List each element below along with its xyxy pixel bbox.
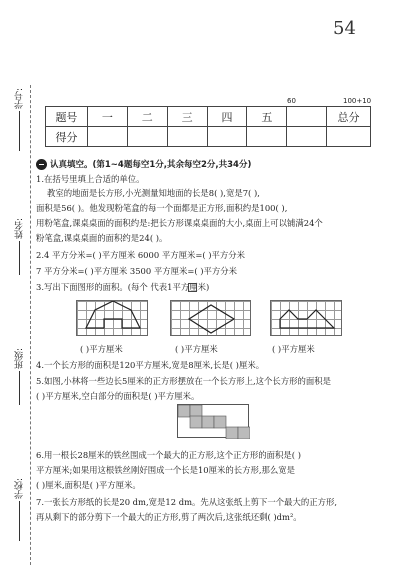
score-input-cell[interactable] — [87, 127, 127, 147]
score-header-cell: 四 — [207, 107, 247, 127]
question-5-figure — [177, 404, 249, 438]
section-header — [36, 158, 251, 170]
question-2-text: 2.4 平方分米=( )平方厘米 6000 平方厘米=( )平方分米 — [36, 250, 246, 260]
binding-line — [30, 85, 31, 565]
section-title: 认真填空。(第1~4题每空1分,其余每空2分,共34分) — [50, 160, 252, 170]
class-label: 班级: — [14, 348, 25, 370]
school-underline — [19, 501, 20, 541]
question-7-text: 再从剩下的部分剪下一个最大的正方形,剪了两次后,这张纸还剩( )dm²。 — [36, 512, 302, 522]
name-field[interactable] — [8, 218, 30, 275]
score-header-cell: 总分 — [327, 107, 371, 127]
unit-square-icon — [188, 283, 197, 292]
score-header-cell: 二 — [127, 107, 167, 127]
class-field[interactable] — [8, 348, 30, 405]
school-label: 学校: — [14, 478, 25, 500]
area-figure-2 — [170, 300, 251, 336]
class-underline — [19, 371, 20, 405]
question-6-text: ( )厘米,面积是( )平方厘米。 — [36, 480, 141, 490]
student-id-underline — [19, 111, 20, 151]
figure-1-shape — [77, 301, 149, 337]
name-label: 姓名: — [14, 218, 25, 240]
score-header-cell: 五 — [247, 107, 287, 127]
score-table — [45, 106, 371, 147]
stacked-squares-shape — [178, 405, 250, 439]
name-underline — [19, 241, 20, 275]
question-3-text: 3.写出下面图形的面积。(每个 代表1平方厘米) — [36, 282, 210, 292]
question-1-text: 粉笔盒,课桌桌面的面积约是24( )。 — [36, 233, 168, 243]
question-1-text: 面积是56( )。他发现粉笔盒的每一个面都是正方形,面积约是100( ), — [36, 203, 288, 213]
figure-2-shape — [171, 301, 252, 337]
question-5-text: ( )平方厘米,空白部分的面积是( )平方厘米。 — [36, 391, 200, 401]
score-note-60: 60 — [287, 97, 296, 105]
score-input-cell[interactable] — [207, 127, 247, 147]
page-number: 54 — [333, 18, 356, 39]
score-header-cell: 题号 — [46, 107, 88, 127]
school-field[interactable] — [8, 478, 30, 541]
score-input-cell[interactable] — [247, 127, 287, 147]
score-note-100: 100+10 — [343, 97, 372, 105]
student-id-field[interactable] — [8, 88, 30, 151]
figure-1-answer: ( )平方厘米 — [80, 344, 123, 354]
question-7-text: 7.一张长方形纸的长是20 dm,宽是12 dm。先从这张纸上剪下一个最大的正方形, — [36, 497, 338, 507]
score-header-row — [46, 107, 371, 127]
question-1-text: 教室的地面是长方形,小光测量知地面的长是8( ),宽是7( ), — [47, 188, 260, 198]
question-4-text: 4.一个长方形的面积是120平方厘米,宽是8厘米,长是( )厘米。 — [36, 360, 265, 370]
section-one-badge-icon — [36, 159, 47, 170]
figure-3-answer: ( )平方厘米 — [272, 344, 315, 354]
question-5-text: 5.如图,小林将一些边长5厘米的正方形摆放在一个长方形上,这个长方形的面积是 — [36, 376, 332, 386]
score-header-cell: 一 — [87, 107, 127, 127]
figure-2-answer: ( )平方厘米 — [175, 344, 218, 354]
question-1-text: 用粉笔盒,课桌桌面的面积约是:把长方形课桌桌面的大小,桌面上可以铺满24个 — [36, 218, 323, 228]
question-6-text: 6.用一根长28厘米的铁丝围成一个最大的正方形,这个正方形的面积是( ) — [36, 450, 302, 460]
score-header-cell — [287, 107, 327, 127]
score-input-cell[interactable] — [167, 127, 207, 147]
score-input-cell[interactable] — [127, 127, 167, 147]
area-figure-1 — [76, 300, 148, 336]
question-2-text: 7 平方分米=( )平方厘米 3500 平方厘米=( )平方分米 — [36, 266, 238, 276]
score-input-cell[interactable] — [327, 127, 371, 147]
question-1-title: 1.在括号里填上合适的单位。 — [36, 174, 145, 184]
student-id-label: 学号: — [14, 88, 25, 110]
score-input-cell[interactable] — [287, 127, 327, 147]
score-row-label: 得分 — [46, 127, 88, 147]
figure-3-shape — [271, 301, 343, 337]
area-figure-3 — [270, 300, 342, 336]
question-6-text: 平方厘米;如果用这根铁丝刚好围成一个长是10厘米的长方形,那么宽是 — [36, 465, 296, 475]
score-header-cell: 三 — [167, 107, 207, 127]
score-value-row — [46, 127, 371, 147]
